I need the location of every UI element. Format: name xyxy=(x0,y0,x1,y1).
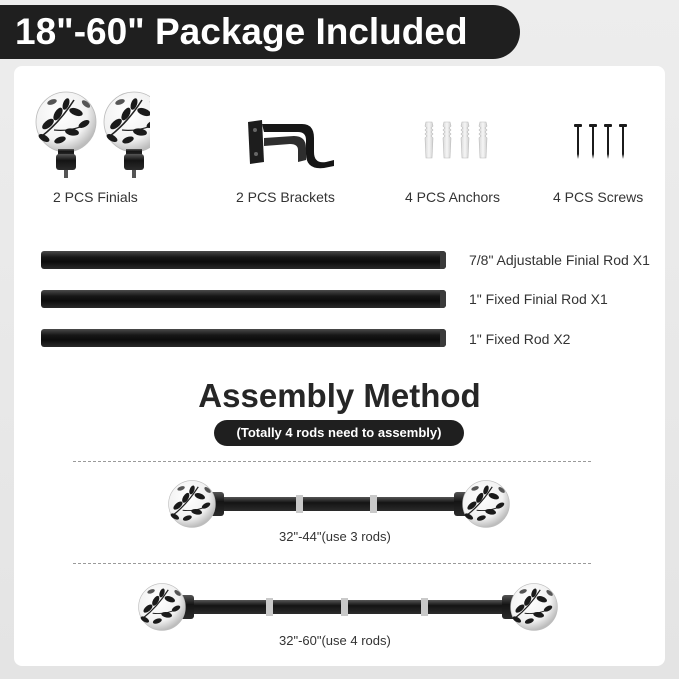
fixed-rod xyxy=(41,329,446,347)
screws-item xyxy=(570,124,630,160)
curtain-rod-4-icon xyxy=(138,583,558,631)
screw-icon xyxy=(570,124,630,160)
header-banner xyxy=(0,5,520,59)
anchors-label: 4 PCS Anchors xyxy=(405,189,500,205)
brackets-item xyxy=(242,116,342,172)
fixed-finial-rod-label: 1" Fixed Finial Rod X1 xyxy=(469,291,608,307)
anchor-icon xyxy=(420,120,496,162)
config-4-rods-label: 32"-60"(use 4 rods) xyxy=(279,633,391,648)
adjustable-finial-rod xyxy=(41,251,446,269)
page-title: 18"-60" Package Included xyxy=(15,11,468,52)
brackets-label: 2 PCS Brackets xyxy=(236,189,335,205)
divider-middle xyxy=(73,563,591,564)
config-3-rods-label: 32"-44"(use 3 rods) xyxy=(279,529,391,544)
fixed-finial-rod xyxy=(41,290,446,308)
finials-label: 2 PCS Finials xyxy=(53,189,138,205)
finial-icon xyxy=(30,86,150,178)
adjustable-finial-rod-label: 7/8" Adjustable Finial Rod X1 xyxy=(469,252,650,268)
bracket-icon xyxy=(242,116,342,172)
assembly-note-badge: (Totally 4 rods need to assembly) xyxy=(214,420,464,446)
assembly-config-4-rods xyxy=(138,583,558,631)
curtain-rod-3-icon xyxy=(168,480,512,528)
screws-label: 4 PCS Screws xyxy=(553,189,644,205)
divider-top xyxy=(73,461,591,462)
assembly-title: Assembly Method xyxy=(198,377,481,414)
assembly-config-3-rods xyxy=(168,480,512,528)
fixed-rod-label: 1" Fixed Rod X2 xyxy=(469,331,571,347)
finials-item xyxy=(30,86,150,178)
anchors-item xyxy=(420,120,496,162)
